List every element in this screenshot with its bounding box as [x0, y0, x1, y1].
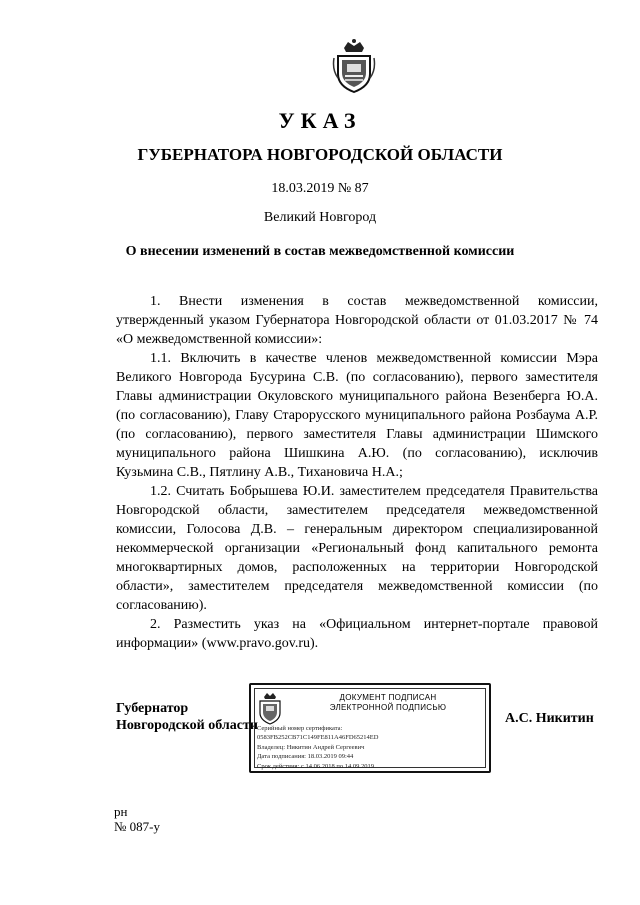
paragraph: 1. Внести изменения в состав межведомственной комиссии, утвержденный указом Губернатора Новгородской области от 01.03.2017 № 74 «О межведомственной комиссии»: [116, 294, 598, 347]
document-footer [114, 804, 160, 834]
stamp-header-line: ДОКУМЕНТ ПОДПИСАН [339, 693, 437, 702]
stamp-cert-label: Серийный номер сертификата: [257, 725, 343, 732]
stamp-owner: Владелец: Никитин Андрей Сергеевич [257, 743, 365, 751]
coat-of-arms-icon [257, 691, 283, 725]
electronic-signature-stamp [249, 683, 491, 773]
document-title: УКАЗ [278, 108, 362, 133]
document-date-number: 18.03.2019 № 87 [271, 181, 369, 196]
stamp-details [257, 724, 378, 771]
stamp-cert-number: 0583FB252CB71C149FE811A46FD65214ED [257, 734, 379, 742]
document-heading: О внесении изменений в состав межведомственной комиссии [125, 244, 515, 259]
stamp-header [293, 693, 483, 713]
paragraph: 2. Разместить указ на «Официальном интернет-портале правовой информации» (www.pravo.gov.ru). [116, 617, 598, 651]
stamp-header-line: ЭЛЕКТРОННОЙ ПОДПИСЬЮ [329, 703, 447, 712]
stamp-signed-date: Дата подписания: 18.03.2019 09:44 [257, 753, 354, 761]
paragraph: 1.1. Включить в качестве членов межведомственной комиссии Мэра Великого Новгорода Бусурина С.В. (по согласованию), первого заместителя Главы администрации Окуловского муниципального района Везенберга Ю.А. (по согласованию), Главу Старорусского муниципального района Розбаума А.Р. (по согласованию), первого заместителя Главы администрации Шимского муниципального района Шишкина А.Ю. (по согласованию), исключив Кузьмина С.В., Пятлину А.В., Тихановича Н.А.; [116, 351, 598, 480]
signatory-position [116, 700, 258, 734]
document-issuer: ГУБЕРНАТОРА НОВГОРОДСКОЙ ОБЛАСТИ [137, 145, 503, 164]
paragraph: 1.2. Считать Бобрышева Ю.И. заместителем председателя Правительства Новгородской области, заместителем председателя межведомственной комиссии, Голосова Д.В. – генеральным директором специализированной некоммерческой организации «Региональный фонд капитального ремонта многоквартирных домов, расположенных на территории Новгородской области», заместителем председателя межведомственной комиссии (по согласованию). [116, 484, 598, 613]
footer-number: № 087-у [114, 819, 160, 834]
coat-of-arms-icon [332, 38, 376, 94]
signatory-position-line: Губернатор [116, 701, 189, 716]
signatory-position-line: Новгородской области [116, 718, 258, 733]
footer-initials: рн [114, 804, 128, 819]
document-city: Великий Новгород [263, 210, 377, 225]
document-body [116, 292, 598, 653]
stamp-validity: Срок действия: с 14.06.2018 по 14.09.2019 [257, 762, 374, 770]
signatory-name: А.С. Никитин [505, 711, 594, 726]
